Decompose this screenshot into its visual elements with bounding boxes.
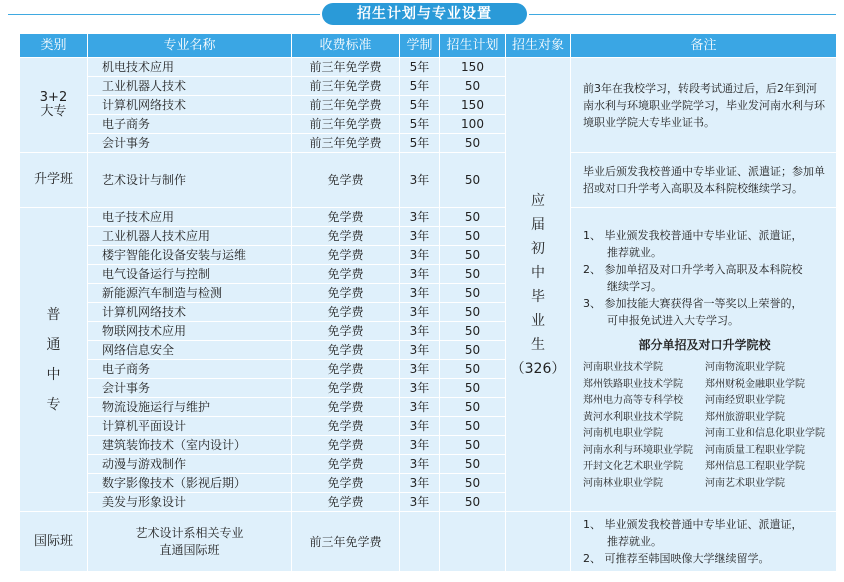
school-name: 河南水利与环境职业学院 [583, 444, 693, 456]
plan-cell: 50 [440, 436, 506, 455]
target-char: 届 [531, 216, 545, 233]
school-name: 河南林业职业学院 [583, 477, 663, 489]
fee-cell: 免学费 [292, 436, 400, 455]
note-item: 2、 参加单招及对口升学考入高职及本科院校 [583, 263, 803, 276]
plan-cell [440, 512, 506, 572]
page-header [0, 0, 844, 30]
plan-cell: 50 [440, 284, 506, 303]
school-name: 河南物流职业学院 [705, 362, 785, 373]
fee-cell: 前三年免学费 [292, 96, 400, 115]
fee-cell: 免学费 [292, 153, 400, 208]
major-name: 艺术设计系相关专业 [135, 525, 244, 540]
schools-list [583, 360, 826, 492]
plan-cell: 100 [440, 115, 506, 134]
major-name-cell: 艺术设计与制作 [88, 153, 292, 208]
plan-cell: 150 [440, 96, 506, 115]
fee-cell: 免学费 [292, 398, 400, 417]
major-name-cell: 计算机网络技术 [88, 303, 292, 322]
major-name-cell: 会计事务 [88, 134, 292, 153]
years-cell: 5年 [400, 96, 440, 115]
school-name: 郑州电力高等专科学校 [583, 395, 683, 406]
years-cell: 3年 [400, 322, 440, 341]
major-name-cell: 工业机器人技术应用 [88, 227, 292, 246]
fee-cell: 免学费 [292, 474, 400, 493]
major-name-cell: 数字影像技术（影视后期） [88, 474, 292, 493]
years-cell: 3年 [400, 455, 440, 474]
fee-cell: 免学费 [292, 284, 400, 303]
fee-cell: 免学费 [292, 265, 400, 284]
note-cell [571, 58, 837, 153]
major-name-cell: 物联网技术应用 [88, 322, 292, 341]
fee-cell: 免学费 [292, 322, 400, 341]
major-name-cell: 电子商务 [88, 360, 292, 379]
table-row [20, 512, 837, 572]
note-item-cont: 继续学习。 [607, 280, 662, 293]
category-label: 通 [46, 336, 61, 353]
fee-cell: 免学费 [292, 208, 400, 227]
years-cell: 5年 [400, 115, 440, 134]
category-label: 国际班 [33, 533, 73, 549]
page-title: 招生计划与专业设置 [322, 3, 527, 25]
major-name-cell: 电子技术应用 [88, 208, 292, 227]
school-name: 河南工业和信息化职业学院 [705, 428, 825, 439]
note-item: 3、 参加技能大赛获得省一等奖以上荣誉的， [583, 297, 803, 310]
fee-cell: 前三年免学费 [292, 77, 400, 96]
years-cell: 3年 [400, 379, 440, 398]
major-name-cell: 美发与形象设计 [88, 493, 292, 512]
major-name-cell: 动漫与游戏制作 [88, 455, 292, 474]
header-line-left [8, 14, 320, 15]
plan-cell: 50 [440, 134, 506, 153]
target-char: 生 [531, 336, 545, 353]
years-cell: 3年 [400, 341, 440, 360]
plan-cell: 50 [440, 360, 506, 379]
plan-cell: 50 [440, 417, 506, 436]
header-fee: 收费标准 [292, 34, 400, 58]
plan-cell: 50 [440, 153, 506, 208]
fee-cell: 前三年免学费 [292, 134, 400, 153]
major-name-cell: 网络信息安全 [88, 341, 292, 360]
major-name-cell: 物流设施运行与维护 [88, 398, 292, 417]
category-cell [20, 58, 88, 153]
school-name: 郑州信息工程职业学院 [705, 461, 805, 472]
table-row [20, 208, 837, 227]
fee-cell: 前三年免学费 [292, 58, 400, 77]
years-cell: 3年 [400, 208, 440, 227]
years-cell [400, 512, 440, 572]
fee-cell: 免学费 [292, 417, 400, 436]
plan-cell: 50 [440, 398, 506, 417]
fee-cell: 免学费 [292, 246, 400, 265]
school-name: 河南机电职业学院 [583, 428, 663, 439]
target-char: 应 [531, 192, 545, 209]
major-name-cell [88, 512, 292, 572]
table-row [20, 153, 837, 208]
years-cell: 3年 [400, 227, 440, 246]
note-text: 毕业后颁发我校普通中专毕业证、派遣证；参加单招或对口升学考入高职及本科院校继续学习。 [583, 165, 825, 195]
school-name: 黄河水利职业技术学院 [583, 411, 683, 423]
major-name-cell: 电气设备运行与控制 [88, 265, 292, 284]
plan-cell: 50 [440, 322, 506, 341]
category-label: 专 [46, 396, 61, 413]
school-name: 河南经贸职业学院 [705, 395, 785, 406]
years-cell: 5年 [400, 58, 440, 77]
school-name: 开封文化艺术职业学院 [583, 461, 683, 472]
years-cell: 5年 [400, 134, 440, 153]
plan-cell: 50 [440, 303, 506, 322]
target-count: （326） [510, 360, 566, 377]
years-cell: 3年 [400, 246, 440, 265]
years-cell: 3年 [400, 493, 440, 512]
target-cell [506, 58, 571, 512]
header-category: 类别 [20, 34, 88, 58]
category-label: 普 [46, 306, 61, 323]
years-cell: 3年 [400, 284, 440, 303]
plan-cell: 150 [440, 58, 506, 77]
major-name-cell: 建筑装饰技术（室内设计） [88, 436, 292, 455]
major-name-cell: 计算机网络技术 [88, 96, 292, 115]
years-cell: 3年 [400, 417, 440, 436]
header-years: 学制 [400, 34, 440, 58]
school-name: 河南职业技术学院 [583, 362, 663, 373]
note-item: 1、 毕业颁发我校普通中专毕业证、派遣证， [583, 518, 803, 531]
plan-cell: 50 [440, 208, 506, 227]
plan-cell: 50 [440, 227, 506, 246]
major-name-cell: 新能源汽车制造与检测 [88, 284, 292, 303]
years-cell: 3年 [400, 474, 440, 493]
plan-cell: 50 [440, 246, 506, 265]
table-body [20, 58, 837, 572]
header-plan: 招生计划 [440, 34, 506, 58]
category-label: 中 [46, 366, 61, 383]
category-label: 大专 [40, 104, 67, 119]
category-cell [20, 512, 88, 572]
header-major: 专业名称 [88, 34, 292, 58]
years-cell: 3年 [400, 436, 440, 455]
note-item-cont: 推荐就业。 [607, 535, 662, 548]
header-notes: 备注 [571, 34, 837, 58]
target-char: 初 [531, 240, 545, 257]
years-cell: 3年 [400, 398, 440, 417]
plan-cell: 50 [440, 474, 506, 493]
fee-cell: 免学费 [292, 455, 400, 474]
school-name: 河南艺术职业学院 [705, 477, 785, 489]
note-cell [571, 512, 837, 572]
note-text: 前3年在我校学习，转段考试通过后，后2年到河南水利与环境职业学院学习，毕业发河南水利与环境职业学院大专毕业证书。 [583, 81, 825, 129]
major-name-cell: 会计事务 [88, 379, 292, 398]
fee-cell: 免学费 [292, 379, 400, 398]
category-label: 3+2 [39, 90, 68, 105]
major-name-cell: 计算机平面设计 [88, 417, 292, 436]
major-name-cell: 工业机器人技术 [88, 77, 292, 96]
fee-cell: 免学费 [292, 341, 400, 360]
years-cell: 3年 [400, 265, 440, 284]
school-name: 郑州财税金融职业学院 [705, 378, 805, 390]
plan-cell: 50 [440, 341, 506, 360]
category-cell [20, 208, 88, 512]
fee-cell: 前三年免学费 [292, 512, 400, 572]
fee-cell: 免学费 [292, 303, 400, 322]
years-cell: 3年 [400, 153, 440, 208]
note-cell [571, 208, 837, 512]
note-item-cont: 可申报免试进入大专学习。 [607, 314, 739, 327]
target-char: 中 [531, 264, 545, 281]
enrollment-table [19, 33, 837, 572]
note-item-cont: 推荐就业。 [607, 246, 662, 259]
years-cell: 3年 [400, 360, 440, 379]
years-cell: 3年 [400, 303, 440, 322]
target-cell-empty [506, 512, 571, 572]
header-target: 招生对象 [506, 34, 571, 58]
category-cell [20, 153, 88, 208]
major-name-cell: 楼宇智能化设备安装与运维 [88, 246, 292, 265]
table-row [20, 58, 837, 77]
header-line-right [529, 14, 836, 15]
fee-cell: 前三年免学费 [292, 115, 400, 134]
plan-cell: 50 [440, 265, 506, 284]
plan-cell: 50 [440, 455, 506, 474]
fee-cell: 免学费 [292, 227, 400, 246]
school-name: 郑州旅游职业学院 [705, 411, 785, 423]
school-name: 河南质量工程职业学院 [705, 444, 805, 456]
category-label: 升学班 [33, 172, 73, 187]
table-header-row [20, 34, 837, 58]
major-name: 直通国际班 [159, 542, 220, 557]
school-name: 郑州铁路职业技术学院 [583, 378, 683, 390]
target-char: 业 [531, 312, 545, 329]
target-char: 毕 [531, 288, 545, 305]
major-name-cell: 电子商务 [88, 115, 292, 134]
plan-cell: 50 [440, 379, 506, 398]
fee-cell: 免学费 [292, 360, 400, 379]
schools-title: 部分单招及对口升学院校 [638, 338, 771, 352]
note-item: 2、 可推荐至韩国映像大学继续留学。 [583, 552, 770, 565]
plan-cell: 50 [440, 493, 506, 512]
note-cell [571, 153, 837, 208]
plan-cell: 50 [440, 77, 506, 96]
major-name-cell: 机电技术应用 [88, 58, 292, 77]
note-item: 1、 毕业颁发我校普通中专毕业证、派遣证， [583, 229, 803, 242]
years-cell: 5年 [400, 77, 440, 96]
fee-cell: 免学费 [292, 493, 400, 512]
